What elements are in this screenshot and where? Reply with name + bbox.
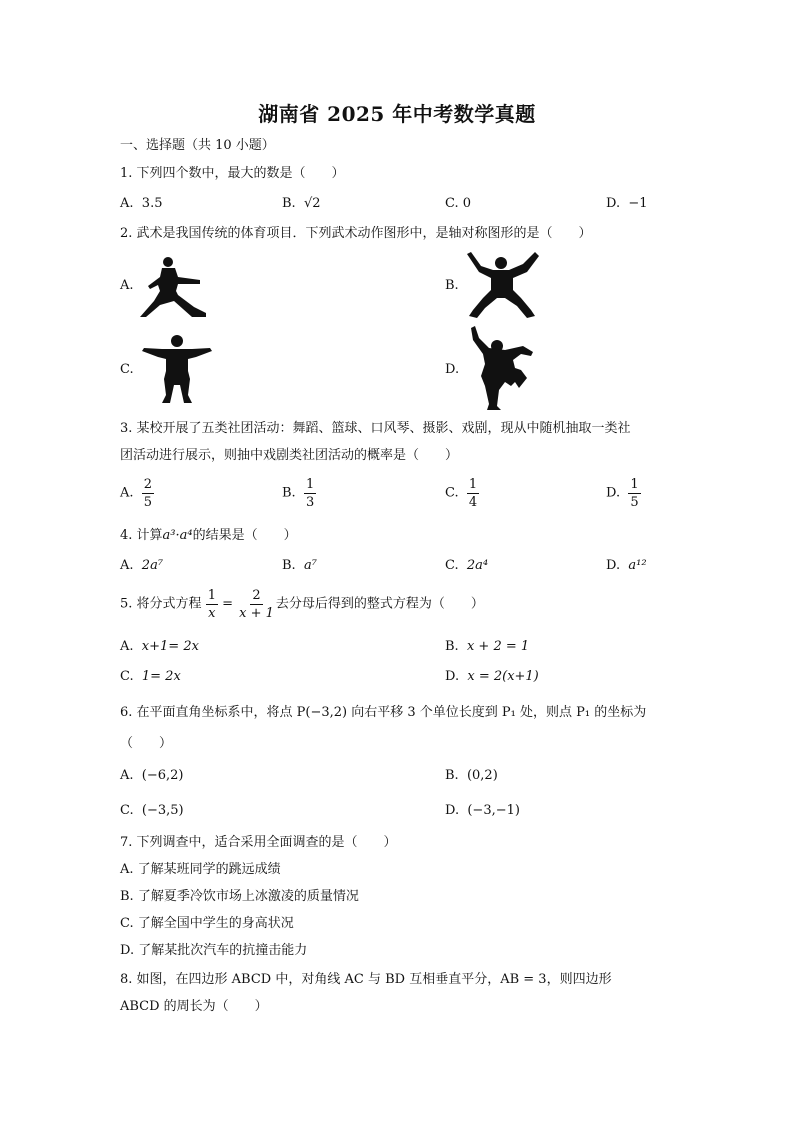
question-3-stem-line2: 团活动进行展示，则抽中戏剧类社团活动的概率是（ ） [120, 448, 459, 463]
q5-option-d: D. x = 2(x+1) [445, 669, 539, 684]
q7-option-c: C. 了解全国中学生的身高状况 [120, 916, 294, 931]
q4-option-d: D. a¹² [606, 558, 647, 573]
martial-arts-front-figure [140, 333, 214, 405]
q7-option-b: B. 了解夏季冷饮市场上冰激凌的质量情况 [120, 889, 359, 904]
q1-option-c: C. 0 [445, 196, 472, 211]
question-2-stem: 2. 武术是我国传统的体育项目．下列武术动作图形中，是轴对称图形的是（ ） [120, 226, 592, 241]
q3-option-d: D. $\frac{1}{5}$ [606, 477, 639, 510]
question-7-stem: 7. 下列调查中，适合采用全面调查的是（ ） [120, 835, 397, 850]
q1-option-a: A. 3.5 [120, 196, 163, 211]
q4-option-b: B. a⁷ [282, 558, 317, 573]
q1-option-d: D. −1 [606, 196, 648, 211]
question-3-stem-line1: 3. 某校开展了五类社团活动：舞蹈、篮球、口风琴、摄影、戏剧，现从中随机抽取一类社 [120, 421, 631, 436]
q5-option-a: A. x+1= 2x [120, 639, 199, 654]
q6-option-a: A. (−6,2) [120, 768, 184, 783]
question-8-stem-line1: 8. 如图，在四边形 ABCD 中，对角线 AC 与 BD 互相垂直平分，AB = 3，则四边形 [120, 972, 612, 987]
q2-option-a: A. [120, 278, 134, 293]
q4-option-c: C. 2a⁴ [445, 558, 489, 573]
q1-option-b: B. √2 [282, 196, 321, 211]
question-1-stem: 1. 下列四个数中，最大的数是（ ） [120, 166, 345, 181]
question-5-stem: 5. 将分式方程 $\frac{1}{x}$ = $\frac{2}{x + 1}$ 去分母后得到的整式方程为（ ） [120, 588, 484, 621]
q2-option-c: C. [120, 362, 134, 377]
q6-option-c: C. (−3,5) [120, 803, 184, 818]
q7-option-a: A. 了解某班同学的跳远成绩 [120, 862, 281, 877]
martial-arts-one-leg-figure [465, 326, 537, 412]
q2-option-d: D. [445, 362, 460, 377]
q7-option-d: D. 了解某批次汽车的抗撞击能力 [120, 943, 308, 958]
question-6-stem-line1: 6. 在平面直角坐标系中，将点 P(−3,2) 向右平移 3 个单位长度到 P₁ 处，则点 P₁ 的坐标为 [120, 705, 647, 720]
q3-option-b: B. $\frac{1}{3}$ [282, 477, 315, 510]
section-heading: 一、选择题（共 10 小题） [120, 138, 275, 153]
question-8-stem-line2: ABCD 的周长为（ ） [120, 999, 268, 1014]
q5-option-c: C. 1= 2x [120, 669, 181, 684]
q5-option-b: B. x + 2 = 1 [445, 639, 530, 654]
q3-option-c: C. $\frac{1}{4}$ [445, 477, 478, 510]
q4-option-a: A. 2a⁷ [120, 558, 164, 573]
q6-option-d: D. (−3,−1) [445, 803, 520, 818]
martial-arts-bow-stance-figure [138, 255, 213, 319]
martial-arts-horse-stance-figure [465, 250, 541, 322]
q3-option-a: A. $\frac{2}{5}$ [120, 477, 153, 510]
q2-option-b: B. [445, 278, 459, 293]
question-4-stem: 4. 计算a³·a⁴的结果是（ ） [120, 528, 297, 543]
page-title: 湖南省 2025 年中考数学真题 [258, 102, 536, 126]
q6-option-b: B. (0,2) [445, 768, 498, 783]
question-6-stem-line2: （ ） [120, 736, 173, 751]
